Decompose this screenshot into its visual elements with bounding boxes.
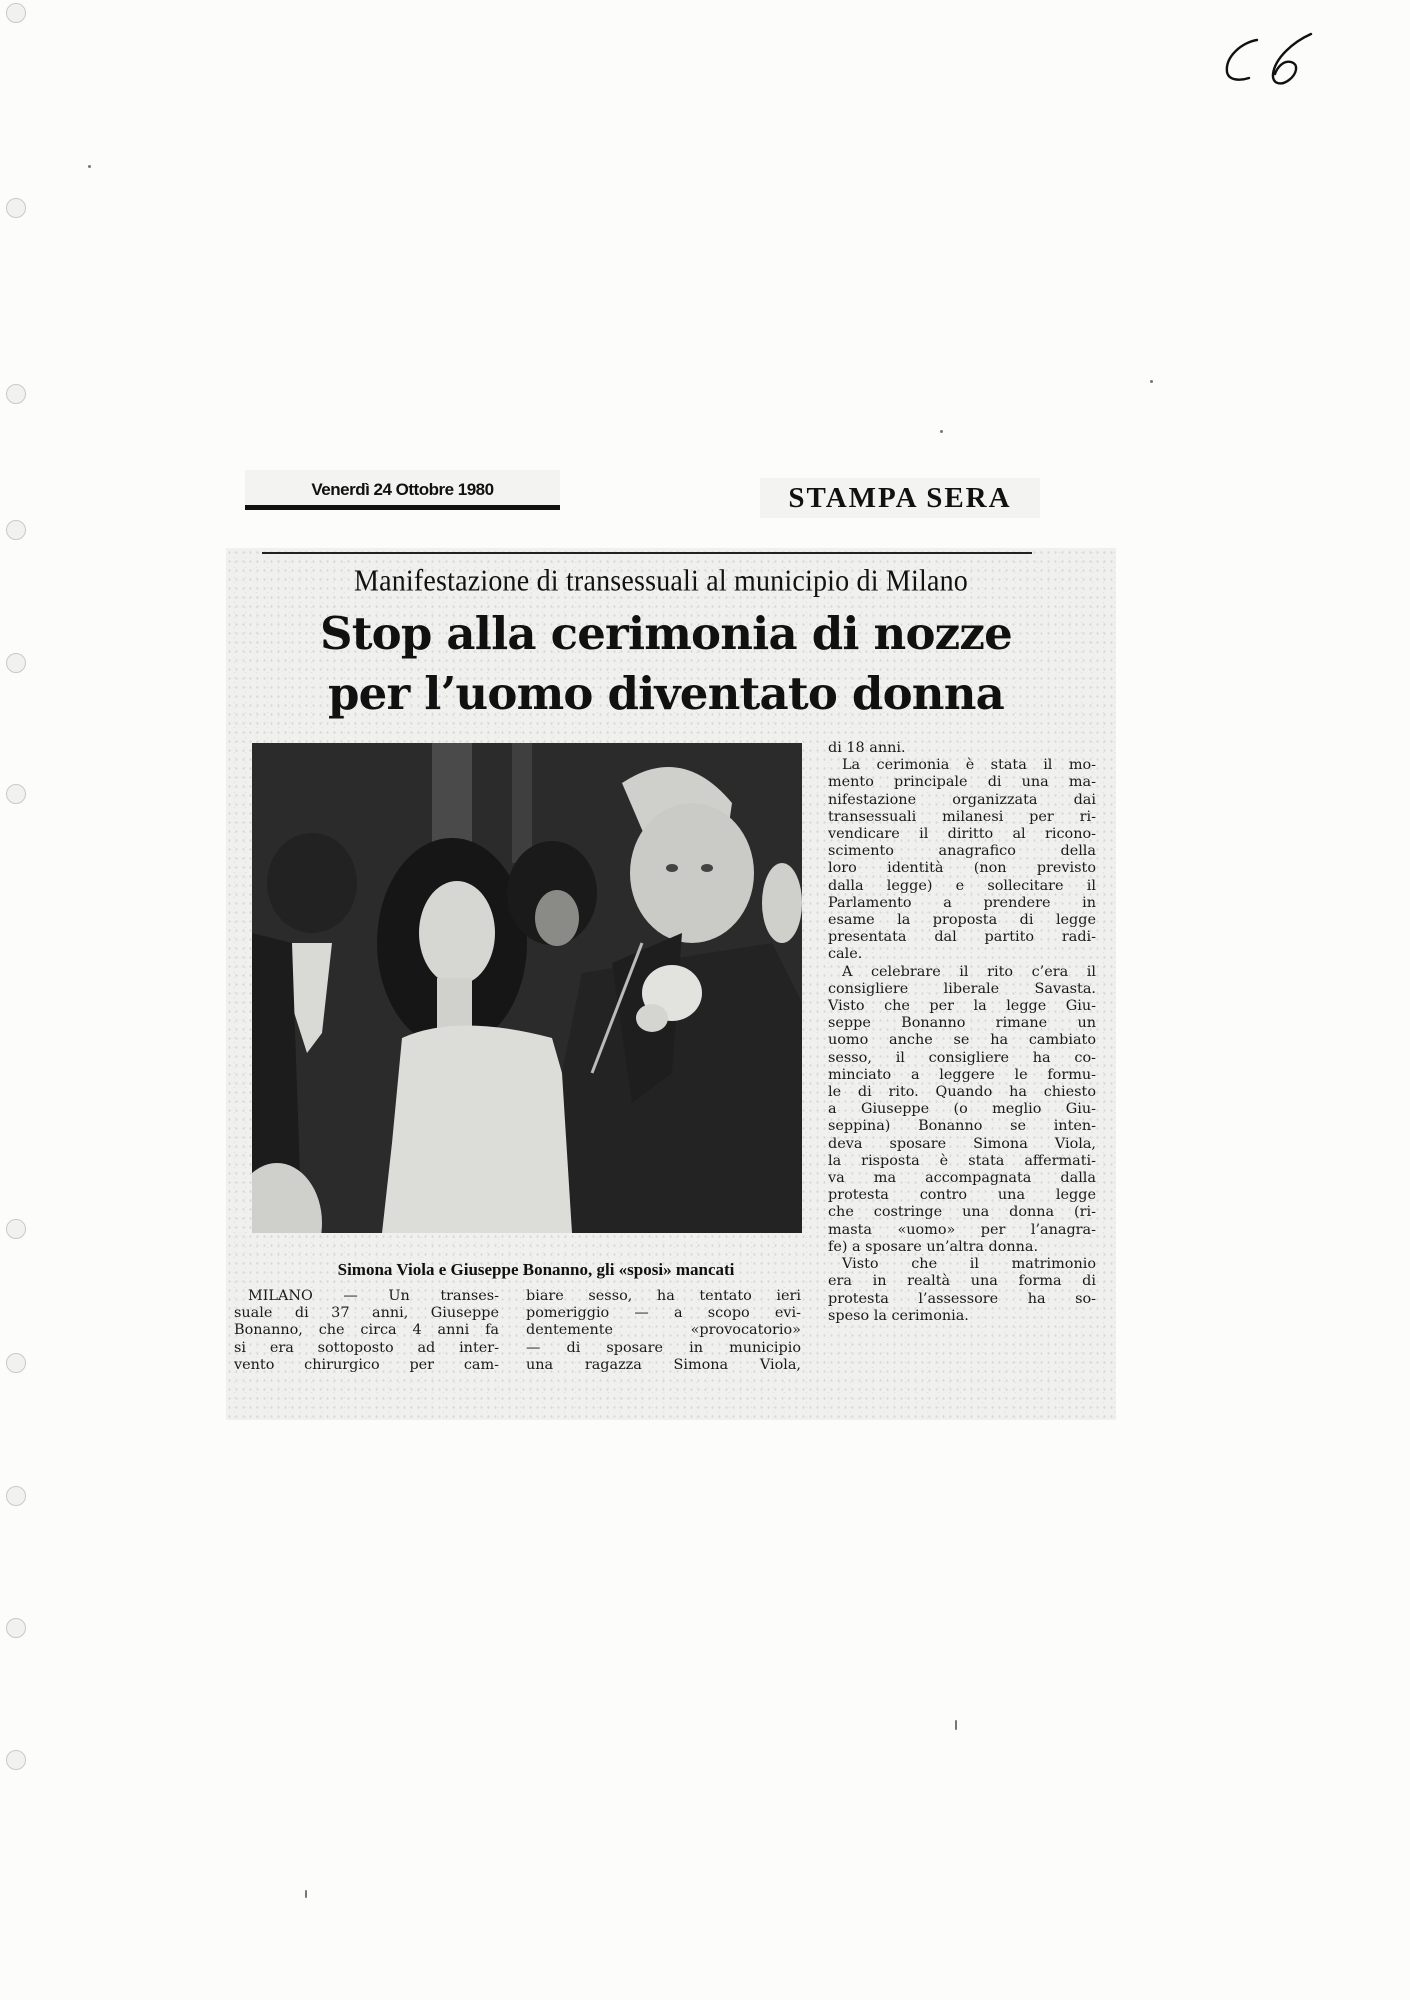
photo-halftone-icon (252, 743, 802, 1233)
binder-hole (6, 1618, 26, 1638)
article-line: biare sesso, ha tentato ieri (526, 1288, 801, 1304)
article-line: cale. (828, 946, 863, 963)
article-line: le di rito. Quando ha chiesto (828, 1084, 1096, 1101)
binder-hole (6, 1486, 26, 1506)
article-line: era in realtà una forma di (828, 1273, 1096, 1290)
article-line: — di sposare in municipio (526, 1339, 801, 1356)
article-line: Visto che per la legge Giu- (828, 998, 1096, 1015)
article-line: MILANO — Un transes- (248, 1288, 499, 1304)
article-line: La cerimonia è stata il mo- (842, 757, 1096, 774)
article-line: fe) a sposare un’altra donna. (828, 1238, 1039, 1255)
article-line: Bonanno, che circa 4 anni fa (234, 1322, 499, 1339)
article-line: presentata dal partito radi- (828, 929, 1096, 946)
binder-hole (6, 653, 26, 673)
article-photo (252, 743, 802, 1233)
article-line: esame la proposta di legge (828, 912, 1096, 929)
publication-date: Venerdì 24 Ottobre 1980 (245, 470, 560, 510)
binder-hole (6, 1750, 26, 1770)
photo-caption: Simona Viola e Giuseppe Bonanno, gli «sposi» mancati (337, 1260, 735, 1279)
binder-hole (6, 3, 26, 23)
article-line: deva sposare Simona Viola, (828, 1135, 1096, 1152)
article-line: pomeriggio — a scopo evi- (526, 1305, 801, 1322)
article-line: transessuali milanesi per ri- (828, 808, 1096, 825)
article-line: dentemente «provocatorio» (526, 1322, 801, 1339)
speck (1150, 380, 1153, 383)
article-line: Visto che il matrimonio (842, 1256, 1096, 1273)
article-line: Parlamento a prendere in (828, 894, 1096, 911)
binder-hole (6, 520, 26, 540)
speck (305, 1890, 307, 1898)
speck (88, 165, 91, 168)
binder-hole (6, 384, 26, 404)
article-line: scimento anagrafico della (828, 843, 1096, 860)
article-line: consigliere liberale Savasta. (828, 980, 1096, 997)
handwritten-annotation (1215, 28, 1325, 88)
speck (940, 430, 943, 433)
article-line: vendicare il diritto al ricono- (828, 826, 1096, 843)
article-line: loro identità (non previsto (828, 860, 1096, 877)
article-line: si era sottoposto ad inter- (234, 1339, 499, 1356)
article-line: protesta contro una legge (828, 1187, 1096, 1204)
binder-hole (6, 198, 26, 218)
article-line: speso la cerimonia. (828, 1307, 969, 1324)
article-line: suale di 37 anni, Giuseppe (234, 1305, 499, 1322)
article-line: protesta l’assessore ha so- (828, 1290, 1096, 1307)
article-line: di 18 anni. (828, 740, 906, 756)
article-line: mento principale di una ma- (828, 774, 1096, 791)
handwritten-c6-icon (1215, 28, 1325, 88)
article-column-3 (828, 740, 1096, 1325)
headline-line-1: Stop alla cerimonia di nozze (320, 607, 1012, 660)
article-line: nifestazione organizzata dai (828, 791, 1096, 808)
article-line: vento chirurgico per cam- (234, 1356, 499, 1373)
article-line: uomo anche se ha cambiato (828, 1032, 1096, 1049)
binder-hole (6, 1353, 26, 1373)
newspaper-clipping (226, 548, 1116, 1420)
article-line: una ragazza Simona Viola, (526, 1356, 801, 1373)
binder-hole (6, 784, 26, 804)
article-column-1 (234, 1288, 499, 1374)
article-line: la risposta è stata affermati- (828, 1152, 1096, 1169)
headline-line-2: per l’uomo diventato donna (328, 667, 1004, 720)
binder-hole (6, 1219, 26, 1239)
article-line: a Giuseppe (o meglio Giu- (828, 1101, 1096, 1118)
article-line: va ma accompagnata dalla (828, 1170, 1096, 1187)
speck (955, 1720, 957, 1730)
article-kicker: Manifestazione di transessuali al municipio di Milano (353, 564, 969, 599)
newspaper-name: STAMPA SERA (760, 478, 1040, 518)
article-line: che costringe una donna (ri- (828, 1204, 1096, 1221)
article-line: seppe Bonanno rimane un (828, 1015, 1096, 1032)
article-line: sesso, il consigliere ha co- (828, 1049, 1096, 1066)
article-line: dalla legge) e sollecitare il (828, 877, 1096, 894)
article-line: seppina) Bonanno se inten- (828, 1118, 1096, 1135)
top-rule (262, 552, 1032, 554)
article-line: minciato a leggere le formu- (828, 1066, 1096, 1083)
article-line: masta «uomo» per l’anagra- (828, 1221, 1096, 1238)
article-line: A celebrare il rito c’era il (842, 963, 1096, 980)
article-column-2 (526, 1288, 801, 1374)
